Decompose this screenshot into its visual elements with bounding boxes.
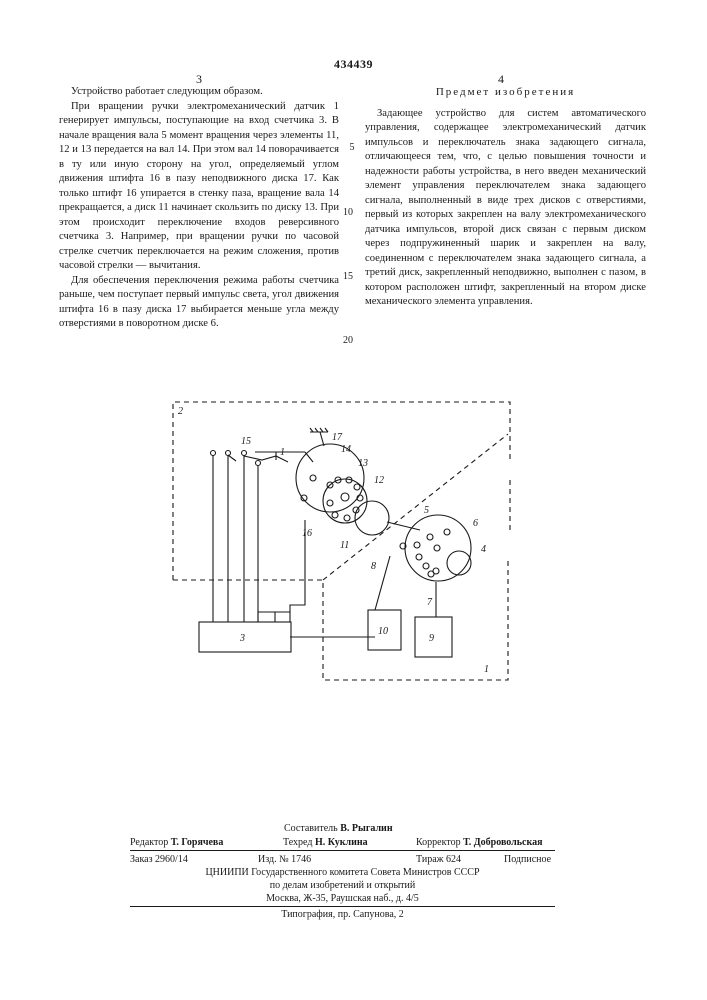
disk-hole (423, 563, 429, 569)
switch-blade (228, 455, 236, 461)
disk-hole (416, 554, 422, 560)
label-3: 3 (240, 633, 245, 644)
hub (341, 493, 349, 501)
left-paragraph: Устройство работает следующим образом. (71, 86, 263, 97)
disk-hole (444, 529, 450, 535)
dashed-enclosure-2 (173, 402, 510, 580)
claims-heading: Предмет изобретения (435, 86, 576, 98)
terminal (211, 451, 216, 456)
org-line-2: по делам изобретений и открытий (269, 880, 416, 891)
publication-number: Изд. № 1746 (258, 854, 312, 865)
label-5: 5 (424, 505, 429, 516)
label-6: 6 (473, 518, 478, 529)
org-line-1: ЦНИИПИ Государственного комитета Совета Министров СССР (205, 867, 480, 878)
claims-paragraph: Задающее устройство для систем автоматического управления, содержащее электромеханический датчик импульсов и переключатель знака задающего сигнала, отличающееся тем, что, с целью повышения точности и надежности работы устройства, в него введен механический элемент управления переключателем знака задающего сигнала, выполненный в виде трех дисков с отверстиями, первый из которых закреплен на валу электромеханического датчика импульсов, второй диск связан с первым диском через подпружиненный шарик и закреплен на валу, соединенном с переключателем знака задающего сигнала, а третий диск, закрепленный неподвижно, выполнен с пазом, в котором расположен штифт, закрепленный на втором диске механического элемента управления. (365, 107, 646, 307)
label-12: 12 (374, 475, 384, 486)
printer-rule (130, 906, 555, 907)
line-number-5: 5 (349, 142, 355, 153)
label-10: 10 (378, 626, 388, 637)
label-9: 9 (429, 633, 434, 644)
rotating-disk-6 (405, 515, 471, 581)
left-column-number: 3 (196, 72, 202, 86)
line-number-10: 10 (343, 207, 353, 218)
label-1: 1 (484, 664, 489, 675)
hole (354, 484, 360, 490)
shaft-5 (387, 522, 420, 530)
wire-8 (375, 556, 390, 610)
pin (310, 475, 316, 481)
dashed-divider (323, 434, 508, 580)
compiler-line: Составитель В. Рыгалин (284, 823, 393, 834)
subscription-note: Подписное (504, 854, 552, 865)
label-17: 17 (332, 432, 342, 443)
label-13: 13 (358, 458, 368, 469)
label-4: 4 (481, 544, 486, 555)
hole (344, 515, 350, 521)
right-column-number: 4 (498, 72, 504, 86)
counter-block-3 (199, 622, 291, 652)
disk-11 (355, 501, 389, 535)
label-16: 16 (302, 528, 312, 539)
label-14: 14 (341, 444, 351, 455)
mount-leg (320, 432, 324, 446)
corrector-line: Корректор Т. Добровольская (416, 837, 543, 848)
schematic-figure (0, 390, 707, 690)
disk-hole (414, 542, 420, 548)
label-11: 11 (340, 540, 350, 551)
fixed-mount (310, 428, 328, 432)
right-column-text (365, 85, 646, 310)
label-1-switch: 1 (280, 447, 285, 458)
disk-hole (427, 534, 433, 540)
credits-rule (130, 850, 555, 851)
terminal (242, 451, 247, 456)
printer: Типография, пр. Сапунова, 2 (281, 909, 404, 920)
editor-line: Редактор Т. Горячева (130, 837, 224, 848)
label-2: 2 (178, 406, 183, 417)
photocell (428, 571, 434, 577)
left-paragraph: При вращении ручки электромеханический датчик 1 генерирует импульсы, поступающие на вход счетчика 3. В начале вращения вала 5 момент вращения через элементы 11, 12 и 13 передается на вал 14. При этом вал 14 поворачивается в ту или иную сторону на угол, определяемый углом движения штифта 16 в пазу неподвижного диска 17. Как только штифт 16 упирается в стенку паза, вращение вала 14 прекращается, а диск 11 начинает скользить по диску 13. При этом происходит переключение входов реверсивного счетчика 3. Например, при вращении ручки по часовой стрелке счетчик переключается на режим сложения, против часовой стрелки — вычитания. (59, 100, 339, 271)
terminal (256, 461, 261, 466)
left-column-text (59, 85, 339, 332)
disk-hole (434, 545, 440, 551)
line-number-15: 15 (343, 271, 353, 282)
terminal (226, 451, 231, 456)
left-paragraph: Для обеспечения переключения режима работы счетчика раньше, чем поступает первый импульс света, угол движения штифта 16 в пазу диска 17 выбирается меньше угла между отверстиями в поворотном диске 6. (59, 274, 339, 329)
techred-line: Техред Н. Куклина (283, 837, 368, 848)
hole (332, 512, 338, 518)
order-number: Заказ 2960/14 (130, 854, 188, 865)
wire-from-shaft (258, 520, 305, 622)
line-number-20: 20 (343, 335, 353, 346)
label-8: 8 (371, 561, 376, 572)
patent-number: 434439 (334, 57, 373, 71)
dashed-enclosure-1 (173, 560, 508, 680)
label-15: 15 (241, 436, 251, 447)
fixed-disk-17 (296, 444, 364, 512)
label-7: 7 (427, 597, 432, 608)
circulation: Тираж 624 (416, 854, 462, 865)
org-address: Москва, Ж-35, Раушская наб., д. 4/5 (266, 893, 419, 904)
hole (327, 500, 333, 506)
